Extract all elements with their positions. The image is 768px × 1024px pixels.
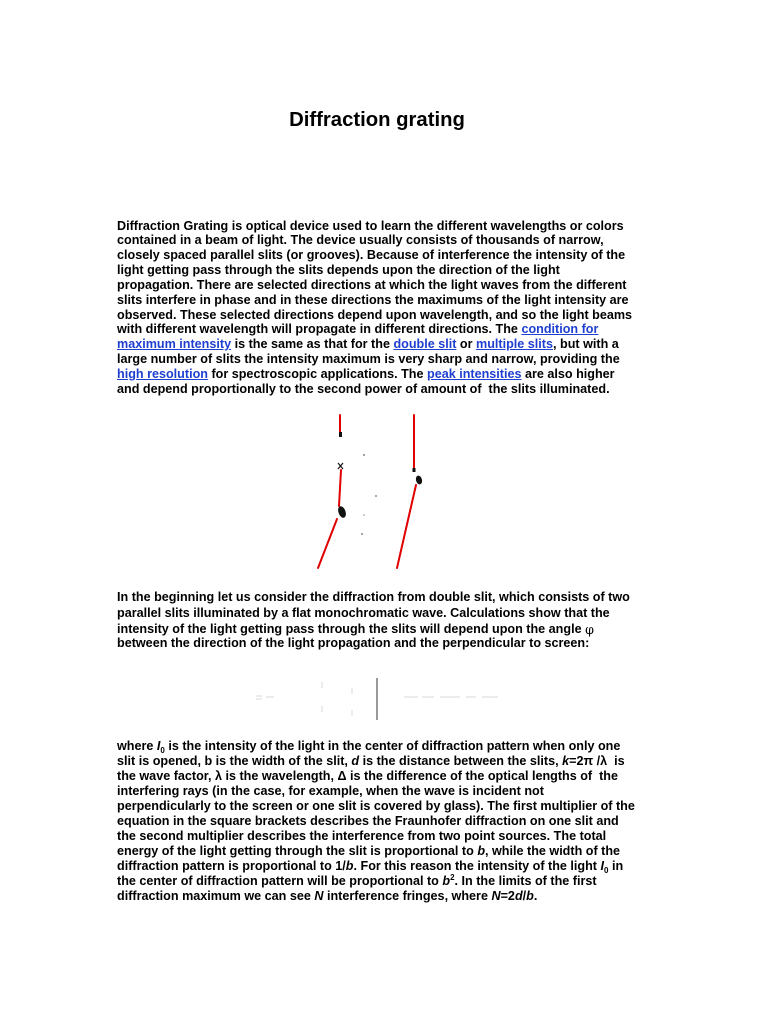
- text-run: slits interfere in phase and in these directions the maximums of the light intensity are: [117, 292, 629, 307]
- text-run: are also higher: [521, 366, 615, 381]
- equation-faint-fraction: [322, 682, 352, 716]
- text-line: [117, 606, 737, 621]
- text-line: [117, 754, 737, 769]
- text-run: .: [533, 888, 538, 903]
- text-line: [117, 889, 737, 904]
- text-run: =2: [500, 888, 515, 903]
- text-run: /: [522, 888, 527, 903]
- text-line: [117, 352, 737, 367]
- text-run: for spectroscopic applications. The: [207, 366, 427, 381]
- text-run: interference fringes, where: [323, 888, 492, 903]
- text-line: [117, 739, 737, 754]
- link-multiple-slits[interactable]: multiple slits: [476, 337, 553, 352]
- right-beam-diffracted: [397, 485, 416, 568]
- text-run: observed. These selected directions depend upon wavelength, and so the light beams: [117, 307, 633, 322]
- link-high-resolution[interactable]: high resolution: [117, 366, 208, 381]
- paragraph-formula-explanation: [117, 739, 737, 904]
- text-line: [117, 278, 737, 293]
- left-beam-tick: [339, 432, 342, 437]
- symbol: φ: [585, 621, 594, 637]
- italic-symbol: b: [477, 843, 486, 858]
- text-line: [117, 322, 737, 337]
- text-line: [117, 367, 737, 382]
- text-line: [117, 263, 737, 278]
- right-slit-blob: [415, 475, 423, 485]
- text-run: is the same as that for the: [231, 337, 394, 352]
- text-run: energy of the light getting through the slit is proportional to: [117, 843, 478, 858]
- figure-dot: [363, 514, 365, 516]
- text-line: [117, 233, 737, 248]
- text-line: [117, 799, 737, 814]
- italic-symbol: I: [156, 738, 161, 753]
- italic-symbol: d: [351, 753, 360, 768]
- text-run: slit is opened, b is the width of the slit,: [117, 753, 352, 768]
- superscript: 2: [450, 872, 455, 882]
- italic-symbol: b: [345, 858, 354, 873]
- text-run: . In the limits of the first: [454, 873, 597, 888]
- text-run: perpendicularly to the screen or one slit is covered by glass). The first multiplier of the: [117, 798, 635, 813]
- intensity-equation-image: [248, 672, 508, 728]
- left-beam-middle: [339, 470, 341, 506]
- text-run: between the direction of the light propagation and the perpendicular to screen:: [117, 636, 590, 651]
- text-run: where: [117, 738, 157, 753]
- italic-symbol: d: [514, 888, 523, 903]
- text-line: [117, 859, 737, 874]
- figure-dot: [361, 533, 363, 535]
- text-run: parallel slits illuminated by a flat monochromatic wave. Calculations show that the: [117, 605, 610, 620]
- text-run: . For this reason the intensity of the light: [353, 858, 601, 873]
- text-line: [117, 874, 737, 889]
- italic-symbol: b: [526, 888, 534, 903]
- right-beam-tick: [413, 468, 416, 472]
- diffraction-figure: [300, 405, 440, 580]
- text-run: diffraction maximum we can see: [117, 888, 315, 903]
- text-run: closely spaced parallel slits (or grooves). Because of interference the intensity of the: [117, 248, 626, 263]
- left-beam-marker: [338, 463, 343, 469]
- text-line: [117, 590, 737, 605]
- text-run: contained in a beam of light. The device usually consists of thousands of narrow,: [117, 233, 604, 248]
- text-line: [117, 219, 737, 234]
- link-condition-for[interactable]: condition for: [521, 322, 599, 337]
- italic-symbol: N: [314, 888, 324, 903]
- text-run: equation in the square brackets describes the Fraunhofer diffraction on one slit and: [117, 813, 619, 828]
- text-run: light getting pass through the slits depends upon the direction of the light: [117, 263, 560, 278]
- text-run: intensity of the light getting pass through the slits will depend upon the angle: [117, 621, 586, 636]
- text-run: =2π /λ is: [569, 753, 625, 768]
- paragraph-double-slit: [117, 590, 737, 651]
- text-line: [117, 621, 737, 636]
- text-run: diffraction pattern is proportional to 1/: [117, 858, 346, 873]
- text-run: , but with a: [553, 337, 619, 352]
- subscript: 0: [160, 745, 165, 755]
- text-line: [117, 769, 737, 784]
- text-line: [117, 382, 737, 397]
- text-line: [117, 293, 737, 308]
- text-run: In the beginning let us consider the diffraction from double slit, which consists of two: [117, 590, 630, 605]
- text-run: , while the width of the: [485, 843, 621, 858]
- text-run: Diffraction Grating is optical device used to learn the different wavelengths or colors: [117, 218, 624, 233]
- text-run: propagation. There are selected directions at which the light waves from the different: [117, 277, 627, 292]
- left-beam-diffracted: [318, 519, 337, 568]
- text-run: is the distance between the slits,: [359, 753, 563, 768]
- link-peak-intensities[interactable]: peak intensities: [427, 366, 522, 381]
- left-slit-blob: [337, 505, 348, 519]
- text-run: is the intensity of the light in the center of diffraction pattern when only one: [164, 738, 621, 753]
- figure-dot: [363, 454, 365, 456]
- text-line: [117, 636, 737, 651]
- text-line: [117, 844, 737, 859]
- paragraph-intro: [117, 219, 737, 397]
- italic-symbol: I: [600, 858, 604, 873]
- text-run: the wave factor, λ is the wavelength, Δ is the difference of the optical lengths of the: [117, 768, 619, 783]
- text-line: [117, 829, 737, 844]
- text-run: interfering rays (in the case, for example, when the wave is incident not: [117, 783, 544, 798]
- text-line: [117, 814, 737, 829]
- text-line: [117, 337, 737, 352]
- italic-symbol: k: [562, 753, 570, 768]
- text-run: large number of slits the intensity maximum is very sharp and narrow, providing the: [117, 352, 620, 367]
- equation-faint-left: [256, 696, 274, 699]
- link-double-slit[interactable]: double slit: [393, 337, 457, 352]
- figure-dot: [375, 495, 377, 497]
- text-line: [117, 248, 737, 263]
- text-run: or: [456, 337, 477, 352]
- text-run: and depend proportionally to the second power of amount of the slits illuminated.: [117, 381, 610, 396]
- text-line: [117, 308, 737, 323]
- subscript: 0: [604, 865, 609, 875]
- text-run: the second multiplier describes the interference from two point sources. The total: [117, 828, 607, 843]
- text-run: in: [608, 858, 624, 873]
- italic-symbol: N: [491, 888, 501, 903]
- link-maximum-intensity[interactable]: maximum intensity: [117, 337, 232, 352]
- text-line: [117, 784, 737, 799]
- text-run: the center of diffraction pattern will be proportional to: [117, 873, 443, 888]
- text-run: with different wavelength will propagate in different directions. The: [117, 322, 522, 337]
- italic-symbol: b: [442, 873, 451, 888]
- page-title: Diffraction grating: [289, 109, 465, 131]
